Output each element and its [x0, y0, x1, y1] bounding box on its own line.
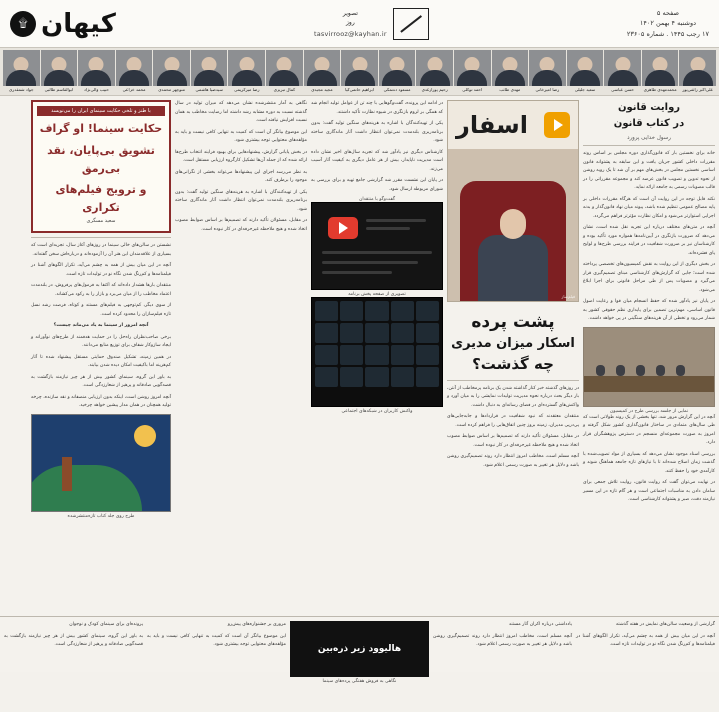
paragraph: در پایان این نشست مقرر شد گزارشی جامع تهیه و برای بررسی به شورای مربوطه ارسال شود.: [311, 178, 443, 192]
headline-line1: پشت پرده: [471, 312, 555, 333]
paper-name: كيهان: [41, 8, 116, 39]
masthead-date: [627, 8, 709, 39]
portrait-item: [116, 50, 153, 93]
portrait-item: [266, 50, 303, 93]
center-col3-body: [175, 100, 307, 234]
social-grid-screenshot: [311, 297, 443, 407]
paragraph: در بخش دیگری از این روایت به نقش کمیسیون‌های تخصصی پرداخته شده است؛ جایی که گزارش‌های کارشناسی مبنای تصمیم‌گیری قرار می‌گیرد و مصوبات پس از طی مراحل قانونی برای اجرا ابلاغ می‌شود.: [583, 262, 715, 293]
paragraph: به باور این گروه، سینمای کشور بیش از هر چیز نیازمند بازگشت به قصه‌گویی صادقانه و پرهیز از شعارزدگی است.: [31, 374, 171, 389]
paragraph: این موضوع بیانگر آن است که کمیت به تنهایی کافی نیست و باید به مؤلفه‌های محتوایی توجه بیشتری شود.: [175, 129, 307, 144]
portrait-name: احمد توکلی: [462, 87, 483, 92]
paragraph: منتقدان بارها هشدار داده‌اند که اکتفا به فرمول‌های پرفروش، در بلندمدت اعتماد مخاطب را از میان می‌برد و بازار را به رکود می‌کشاند.: [31, 283, 171, 297]
left-byline: سعید مسگری: [86, 218, 116, 225]
date-solar: دوشنبه ۴ بهمن ۱۴۰۲: [639, 19, 696, 28]
bottom-text: [576, 621, 715, 649]
paragraph: یادداشتی درباره اکران آثار مستند: [508, 622, 572, 628]
date-lunar-issue: ۱۷ رجب ۱۴۴۵ . شماره ۲۳۶۰۵: [626, 29, 709, 38]
portrait-photo: [153, 50, 190, 86]
bottom-col: [290, 621, 429, 708]
portrait-photo: [492, 50, 529, 86]
right-body: [583, 150, 715, 323]
headline-line3: چه گذشت؟: [472, 354, 554, 373]
paragraph: از سوی دیگر، کم‌توجهی به فیلم‌های مستند و کوتاه، فرصت رشد نسل تازه فیلم‌سازان را محدود کرده است.: [31, 303, 171, 317]
portrait-item: [454, 50, 491, 93]
right-photo-caption: نمایی از جلسه بررسی طرح در کمیسیون: [609, 408, 689, 414]
right-byline: رسول خدایی پرورد: [627, 135, 671, 142]
portrait-name: علی‌اکبر رائفی‌پور: [682, 87, 714, 92]
bottom-text: [4, 621, 143, 649]
paragraph: کارشناس دیگری نیز یادآور شد که تجربه سال‌های اخیر نشان داده است مدیریت ناپایدار، بیش از هر عامل دیگری به کیفیت آثار آسیب می‌زند.: [311, 149, 443, 172]
masthead: [0, 0, 719, 48]
left-body: [31, 242, 171, 410]
portrait-photo: [304, 50, 341, 86]
paragraph: یکی از تهیه‌کنندگان با اشاره به هزینه‌های سنگین تولید گفت: بدون برنامه‌ریزی بلندمدت نمی‌توان انتظار داشت آثار ماندگاری ساخته شود.: [311, 121, 443, 144]
paragraph: در روزهای گذشته خبر کنار گذاشته شدن یک برنامه پرمخاطب از آنتن، بار دیگر بحث درباره نحوه مدیریت تولیدات نمایشی را به میان آورد و واکنش‌های گسترده‌ای در فضای رسانه‌ای به دنبال داشت.: [447, 385, 579, 408]
portrait-photo: [379, 50, 416, 86]
paragraph: آنچه در این گزارش مرور شد، تنها بخشی از یک روند طولانی است که طی سال‌های متمادی در ساختار قانون‌گذاری کشور شکل گرفته و امروز به صورت مجموعه‌ای منسجم در دسترس پژوهشگران قرار دارد.: [583, 414, 715, 446]
section-name-line2: روز: [346, 19, 355, 26]
paragraph: نگاهی به آمار منتشرشده نشان می‌دهد که میزان تولید در سال گذشته نسبت به دوره مشابه رشد داشته اما رضایت مخاطب به همان نسبت افزایش نیافته است.: [175, 101, 307, 124]
portrait-photo: [191, 50, 228, 86]
article-right: [583, 100, 715, 616]
bottom-text: [147, 621, 286, 649]
paragraph: پرونده‌ای برای سینمای کودک و نوجوان: [69, 622, 143, 628]
cover-brand-label: فیلم‌ساز: [561, 294, 575, 300]
paragraph: آنچه مسلم است، مخاطب امروز انتظار دارد روند تصمیم‌گیری روشن باشد و دلایل هر تغییر به صورت رسمی اعلام شود.: [433, 633, 572, 648]
portrait-photo: [41, 50, 78, 86]
divider: [447, 380, 579, 381]
portrait-item: [379, 50, 416, 93]
portrait-name: مسعود ده‌نمکی: [383, 87, 411, 92]
portrait-item: [642, 50, 679, 93]
paragraph: آنچه امروز روشن است، اینکه بدون ارزیابی منصفانه و نقد سازنده، چرخه تولید همچنان در همان مدار پیشین خواهد چرخید.: [31, 394, 171, 409]
portrait-item: [191, 50, 228, 93]
hollywood-banner: هالیوود زیر ذره‌بین: [290, 621, 429, 677]
page-number-label: صفحه ۵: [656, 8, 679, 17]
play-button-icon: [328, 217, 358, 239]
portrait-item: [567, 50, 604, 93]
portrait-photo: [567, 50, 604, 86]
paragraph: به باور این گروه، سینمای کشور بیش از هر چیز نیازمند بازگشت به قصه‌گویی صادقانه و پرهیز از شعارزدگی است.: [4, 633, 143, 648]
paragraph: در نهایت می‌توان گفت که روایت قانون، روایت تلاش جمعی برای سامان دادن به مناسبات اجتماعی است و هر گام تازه در این مسیر نیازمند دقت، صبر و پشتوانه کارشناسی است.: [583, 480, 715, 503]
paragraph: در مقابل، مسئولان تأکید دارند که تصمیم‌ها بر اساس ضوابط مصوب اتخاذ شده و هیچ ملاحظه غیرحرفه‌ای در کار نبوده است.: [447, 434, 579, 448]
portrait-name: سعید جلیلی: [574, 87, 596, 92]
portrait-name: جواد شمقدری: [8, 87, 34, 92]
portrait-name: محمد خزاعی: [122, 87, 146, 92]
art-caption: طرح روی جلد کتاب تازه‌منتشرشده: [67, 513, 135, 519]
section-name-line1: تصویر: [342, 10, 358, 17]
right-title-line2: در کتاب قانون: [613, 118, 685, 130]
play-logo-icon: [544, 112, 570, 138]
portrait-name: ابراهیم حاتمی‌کیا: [345, 87, 374, 92]
center-col1-body: [447, 385, 579, 470]
paper-seal-icon: ۩: [10, 11, 36, 37]
film-cover-photo: [447, 100, 579, 302]
portrait-photo: [78, 50, 115, 86]
paragraph: آنچه در متن‌های مختلف درباره این تجربه نقل شده است، نشان می‌دهد که ضرورت بازنگری در آیین‌نامه‌ها همواره مورد تأکید بوده و کارشناسان نیز بر ضرورت شفافیت در فرایند بررسی طرح‌ها و لوایح پای فشرده‌اند.: [583, 225, 715, 256]
video-screenshot: [311, 202, 443, 290]
right-title-line1: روایت قانون: [617, 102, 681, 114]
dark-shot-caption: تصویری از صفحه پخش برنامه: [348, 292, 406, 298]
portrait-photo: [454, 50, 491, 86]
portrait-name: سیدضیا هاشمی: [195, 87, 223, 92]
paragraph: نشستن در سالن‌های خالی سینما در روزهای آغاز سال، تجربه‌ای است که بسیاری از علاقه‌مندان این هنر آن را آزموده‌اند و درباره‌اش سخن گفته‌اند.: [31, 243, 171, 257]
article-left: [31, 100, 171, 616]
paragraph: در مقابل، مسئولان تأکید دارند که تصمیم‌ها بر اساس ضوابط مصوب اتخاذ شده و هیچ ملاحظه غیرحرفه‌ای در کار نبوده است.: [175, 218, 307, 232]
portrait-strip: [0, 48, 719, 96]
portrait-photo: [3, 50, 40, 86]
left-title-line3: و ترویج فیلم‌های تکراری: [55, 183, 147, 214]
paragraph: در بخش پایانی گزارش، پیشنهادهایی برای بهبود فرایند انتخاب طرح‌ها ارائه شده که از جمله آن‌ها تشکیل کارگروه ارزیابی مستقل است.: [175, 149, 307, 164]
grid-shot-caption: واکنش کاربران در شبکه‌های اجتماعی: [341, 409, 413, 415]
masthead-title: [10, 9, 116, 39]
portrait-name: مجید مجیدی: [311, 87, 333, 92]
paragraph: این موضوع بیانگر آن است که کمیت به تنهایی کافی نیست و باید به مؤلفه‌های محتوایی توجه بیشتری شود.: [147, 633, 286, 648]
paragraph: خانه برای نخستین بار که قانون‌گذاری دوره مجلس بر اساس روند مقررات داخلی کشور جریان یافت و این سابقه به پشتوانه قانون اساسی نخستین مجلس در بخش‌های مهم بر آن شد تا یک رویه روشن از نحوه تدوین و تصویب قانون عرضه کند و مجموعه مقرراتی را در قالب مصوبات رسمی به جامعه ارائه نماید.: [583, 151, 715, 191]
paragraph: منتقدان معتقدند که نبود شفافیت در قراردادها و جابه‌جایی‌های پی‌درپی مدیران، زمینه بروز چنین اتفاق‌هایی را فراهم کرده است.: [447, 414, 579, 428]
portrait-name: ابوالقاسم طالبی: [44, 87, 74, 92]
paragraph: آنچه مسلم است، مخاطب امروز انتظار دارد روند تصمیم‌گیری روشن باشد و دلایل هر تغییر به صورت رسمی اعلام شود.: [447, 454, 579, 468]
bottom-col: [433, 621, 572, 708]
portrait-name: حسن عباسی: [611, 87, 634, 92]
left-title-line1: حکایت سینما! او گراف: [39, 122, 163, 136]
left-pull-quote: آنچه امروز از سینما به یاد می‌ماند چیست؟: [53, 323, 149, 329]
left-ornate-header: [31, 100, 171, 233]
portrait-photo: [266, 50, 303, 86]
center-col2-body: [311, 100, 443, 194]
paragraph: در پایان نیز یادآور شده که حفظ انسجام میان قوا و رعایت اصول قانون اساسی، مهم‌ترین تضمین برای پایداری نظم حقوقی کشور به شمار می‌رود و تخطی از آن هزینه‌های سنگینی در پی خواهد داشت.: [583, 299, 715, 322]
paragraph: برخی صاحب‌نظران راه‌حل را در حمایت هدفمند از طرح‌های نوآورانه و ایجاد سازوکار شفاف برای توزیع منابع می‌دانند.: [31, 334, 171, 349]
bottom-banner-caption: نگاهی به فروش هفتگی پرده‌های سینما: [322, 679, 397, 685]
bottom-col: [147, 621, 286, 708]
paragraph: بررسی اسناد موجود نشان می‌دهد که بسیاری از مواد تصویب‌شده با گذشت زمان اصلاح شده‌اند تا با نیازهای تازه جامعه هماهنگ شوند و کارآمدی خود را حفظ کنند.: [583, 451, 715, 474]
paragraph: آنچه در این میان بیش از همه به چشم می‌آید، تکرار الگوهای آشنا در فیلمنامه‌ها و کم‌رنگ شدن نگاه نو در تولیدات تازه است.: [31, 263, 171, 277]
portrait-item: [3, 50, 40, 93]
portrait-photo: [679, 50, 716, 86]
masthead-center: [314, 8, 429, 40]
portrait-item: [416, 50, 453, 93]
paragraph: آنچه در این میان بیش از همه به چشم می‌آید، تکرار الگوهای آشنا در فیلمنامه‌ها و کم‌رنگ شدن نگاه نو در تولیدات تازه است.: [576, 633, 715, 648]
portrait-item: [228, 50, 265, 93]
paragraph: به نظر می‌رسد اجرای این پیشنهادها می‌تواند بخشی از نگرانی‌های موجود را برطرف کند.: [175, 169, 307, 184]
bottom-strip: [0, 616, 719, 712]
bottom-col: [4, 621, 143, 708]
center-col-2: [311, 100, 443, 616]
portrait-item: [153, 50, 190, 93]
bottom-text: [433, 621, 572, 649]
portrait-name: رضا میرکریمی: [234, 87, 260, 92]
bottom-col: [576, 621, 715, 708]
portrait-name: کمال تبریزی: [273, 87, 296, 92]
right-body-lower: [583, 414, 715, 505]
portrait-name: رحیم پورازغدی: [421, 87, 448, 92]
portrait-name: مهدی طائب: [499, 87, 521, 92]
paragraph: در ادامه این پرونده، گفت‌وگوهایی با چند تن از عوامل تولید انجام شد که همگی بر لزوم بازنگری در شیوه نظارت تأکید داشتند.: [311, 101, 443, 115]
paragraph: نکته قابل توجه در این روایت آن است که هرگاه مقررات داخلی بر پایه مصالح عمومی تنظیم شده باشد، پیوند میان نهاد قانون‌گذار و بدنه اجرایی استوارتر می‌شود و امکان نظارت مؤثرتر فراهم می‌گردد.: [583, 196, 715, 219]
portrait-name: رضا امیرخانی: [535, 87, 560, 92]
center-sub-caption: گفت‌وگو با منتقدان: [358, 197, 396, 203]
portrait-item: [529, 50, 566, 93]
section-email: tasvirrooz@kayhan.ir: [314, 30, 387, 38]
left-kicker: با طنز و تلخی حکایت سینمای ایران را می‌نویسد: [37, 106, 165, 116]
portrait-photo: [341, 50, 378, 86]
portrait-item: [679, 50, 716, 93]
left-title-line2: تشویق بی‌پایان، نقد بی‌رمق: [47, 144, 155, 175]
book-cover-art: [31, 414, 171, 512]
portrait-item: [304, 50, 341, 93]
portrait-name: حبیب والی‌نژاد: [83, 87, 109, 92]
paragraph: یکی از تهیه‌کنندگان با اشاره به هزینه‌های سنگین تولید گفت: بدون برنامه‌ریزی بلندمدت نمی‌توان انتظار داشت آثار ماندگاری ساخته شود.: [175, 189, 307, 212]
portrait-item: [492, 50, 529, 93]
camera-icon: [393, 8, 429, 40]
portrait-photo: [529, 50, 566, 86]
divider: [583, 145, 715, 146]
center-lead: [447, 100, 579, 616]
paragraph: در همین زمینه، تشکیل صندوق حمایتی مستقل پیشنهاد شده تا آثار کم‌هزینه اما باکیفیت امکان دیده شدن بیابند.: [31, 354, 171, 369]
center-col-3: [175, 100, 307, 616]
portrait-item: [604, 50, 641, 93]
paragraph: گزارشی از وضعیت سالن‌های نمایش در هفته گذشته: [615, 622, 715, 628]
portrait-photo: [116, 50, 153, 86]
portrait-photo: [642, 50, 679, 86]
divider: [31, 237, 171, 238]
headline-line2: اسکار میزان مدیری: [451, 336, 575, 352]
portrait-item: [41, 50, 78, 93]
portrait-photo: [228, 50, 265, 86]
meeting-photo: [583, 327, 715, 407]
portrait-photo: [416, 50, 453, 86]
portrait-name: منوچهر محمدی: [158, 87, 185, 92]
film-title: اسفار: [456, 111, 528, 140]
portrait-name: محمدمهدی طاهری: [643, 87, 677, 92]
portrait-item: [341, 50, 378, 93]
portrait-item: [78, 50, 115, 93]
portrait-photo: [604, 50, 641, 86]
paragraph: مروری بر جشنواره‌های پیش‌رو: [227, 622, 286, 628]
page-body: [0, 96, 719, 616]
